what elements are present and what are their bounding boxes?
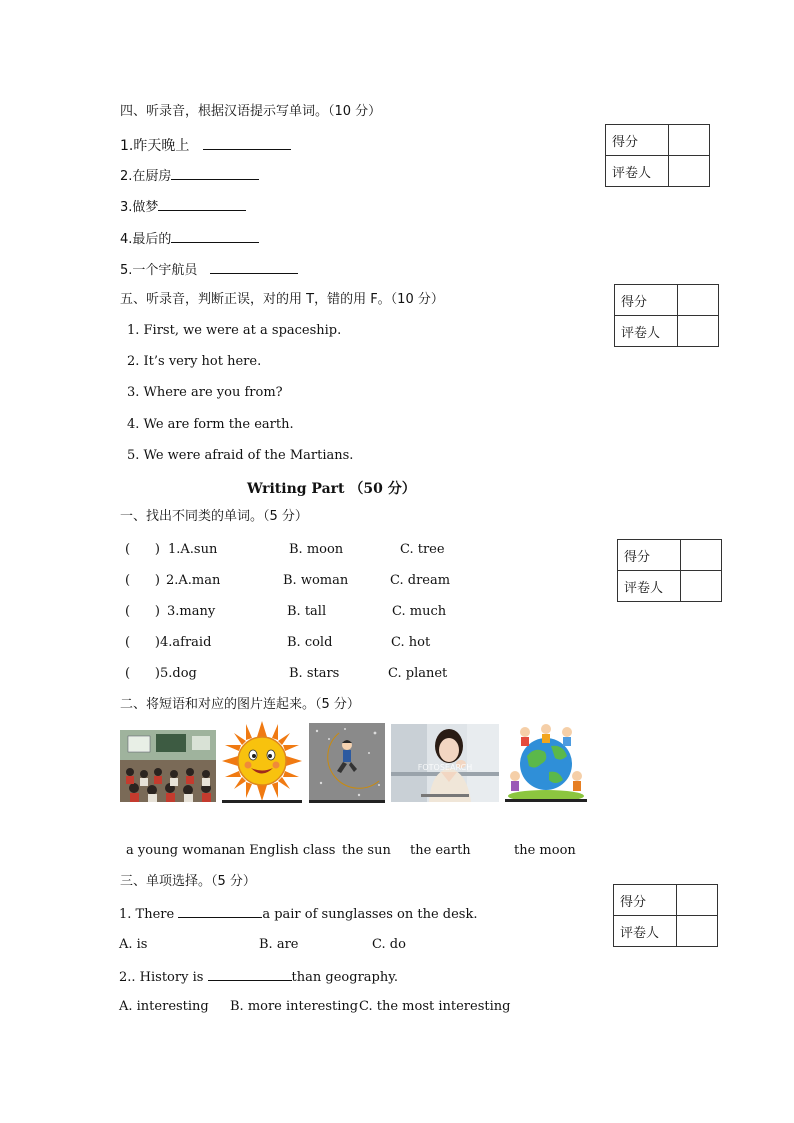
grader-cell[interactable] bbox=[681, 571, 722, 602]
grader-label: 评卷人 bbox=[614, 916, 677, 947]
young-woman-photo bbox=[391, 724, 499, 802]
earth-picture[interactable] bbox=[505, 720, 587, 802]
grader-cell[interactable] bbox=[677, 916, 718, 947]
option-a: 2.A.man bbox=[166, 573, 221, 588]
option-b: B. stars bbox=[289, 666, 340, 681]
answer-blank[interactable] bbox=[178, 905, 262, 918]
option-a: 1.A.sun bbox=[168, 542, 218, 557]
classroom-illustration bbox=[120, 730, 216, 802]
writing-section1-heading: 一、找出不同类的单词。（5 分） bbox=[120, 509, 308, 524]
score-label: 得分 bbox=[614, 885, 677, 916]
option-c: C. much bbox=[392, 604, 447, 619]
answer-blank[interactable] bbox=[210, 261, 298, 274]
option-b: B. cold bbox=[287, 635, 333, 650]
bracket[interactable]: ( ) bbox=[125, 573, 160, 588]
answer-blank[interactable] bbox=[208, 968, 292, 981]
moon-picture[interactable] bbox=[309, 723, 385, 803]
bracket[interactable]: ( ) bbox=[125, 635, 160, 650]
grader-label: 评卷人 bbox=[606, 156, 669, 187]
phrase-english-class[interactable]: an English class bbox=[229, 843, 336, 858]
option-a: 3.many bbox=[167, 604, 216, 619]
section4-item-4: 4.最后的 bbox=[120, 230, 259, 248]
section4-item-2: 2.在厨房 bbox=[120, 167, 259, 185]
score-cell[interactable] bbox=[681, 540, 722, 571]
option-b: B. tall bbox=[287, 604, 327, 619]
sun-picture[interactable] bbox=[222, 721, 302, 803]
q2-option-c[interactable]: C. the most interesting bbox=[359, 999, 511, 1014]
moon-icon bbox=[309, 723, 385, 803]
q1-option-c[interactable]: C. do bbox=[372, 937, 406, 952]
answer-blank[interactable] bbox=[171, 230, 259, 243]
q2-option-a[interactable]: A. interesting bbox=[119, 999, 209, 1014]
option-b: B. moon bbox=[289, 542, 344, 557]
option-c: C. hot bbox=[391, 635, 431, 650]
option-b: B. woman bbox=[283, 573, 349, 588]
section4-item-5: 5.一个宇航员 bbox=[120, 261, 298, 279]
score-label: 得分 bbox=[615, 285, 678, 316]
bracket[interactable]: ( ) bbox=[125, 604, 160, 619]
section5-item-3: 3. Where are you from? bbox=[127, 385, 283, 400]
section4-item-1: 1.昨天晚上 bbox=[120, 137, 291, 154]
phrase-moon[interactable]: the moon bbox=[514, 843, 576, 858]
answer-blank[interactable] bbox=[171, 167, 259, 180]
option-c: C. tree bbox=[400, 542, 445, 557]
grader-cell[interactable] bbox=[678, 316, 719, 347]
option-c: C. dream bbox=[390, 573, 451, 588]
score-label: 得分 bbox=[606, 125, 669, 156]
section5-item-2: 2. It’s very hot here. bbox=[127, 354, 262, 369]
writing-part-title: Writing Part （50 分） bbox=[247, 481, 416, 497]
answer-blank[interactable] bbox=[158, 198, 246, 211]
option-a: 4.afraid bbox=[160, 635, 212, 650]
grader-label: 评卷人 bbox=[618, 571, 681, 602]
option-c: C. planet bbox=[388, 666, 448, 681]
option-a: 5.dog bbox=[160, 666, 197, 681]
score-box bbox=[614, 284, 719, 347]
section5-item-5: 5. We were afraid of the Martians. bbox=[127, 448, 354, 463]
section4-heading: 四、听录音，根据汉语提示写单词。（10 分） bbox=[120, 104, 382, 119]
score-label: 得分 bbox=[618, 540, 681, 571]
question-1: 1. There a pair of sunglasses on the desk. bbox=[119, 907, 478, 922]
score-cell[interactable] bbox=[677, 885, 718, 916]
watermark-text: FOTOSEARCH bbox=[417, 763, 473, 772]
earth-icon bbox=[505, 720, 587, 802]
phrase-sun[interactable]: the sun bbox=[342, 843, 391, 858]
score-box bbox=[605, 124, 710, 187]
phrase-young-woman[interactable]: a young woman bbox=[126, 843, 230, 858]
answer-blank[interactable] bbox=[203, 137, 291, 150]
grader-label: 评卷人 bbox=[615, 316, 678, 347]
section4-item-3: 3.做梦 bbox=[120, 198, 246, 216]
writing-section3-heading: 三、单项选择。（5 分） bbox=[120, 874, 256, 889]
section5-item-4: 4. We are form the earth. bbox=[127, 417, 294, 432]
q1-option-b[interactable]: B. are bbox=[259, 937, 299, 952]
section5-item-1: 1. First, we were at a spaceship. bbox=[127, 323, 342, 338]
bracket[interactable]: ( ) bbox=[125, 666, 160, 681]
score-cell[interactable] bbox=[678, 285, 719, 316]
classroom-picture[interactable] bbox=[120, 730, 216, 802]
phrase-earth[interactable]: the earth bbox=[410, 843, 471, 858]
score-box bbox=[617, 539, 722, 602]
sun-icon bbox=[222, 721, 302, 803]
q1-option-a[interactable]: A. is bbox=[119, 937, 148, 952]
bracket[interactable]: ( ) bbox=[125, 542, 160, 557]
young-woman-picture[interactable] bbox=[391, 724, 499, 802]
score-box bbox=[613, 884, 718, 947]
score-cell[interactable] bbox=[669, 125, 710, 156]
writing-section2-heading: 二、将短语和对应的图片连起来。（5 分） bbox=[120, 697, 360, 712]
section5-heading: 五、听录音，判断正误，对的用 T，错的用 F。（10 分） bbox=[120, 292, 444, 307]
q2-option-b[interactable]: B. more interesting bbox=[230, 999, 359, 1014]
grader-cell[interactable] bbox=[669, 156, 710, 187]
question-2: 2.. History is than geography. bbox=[119, 970, 398, 985]
